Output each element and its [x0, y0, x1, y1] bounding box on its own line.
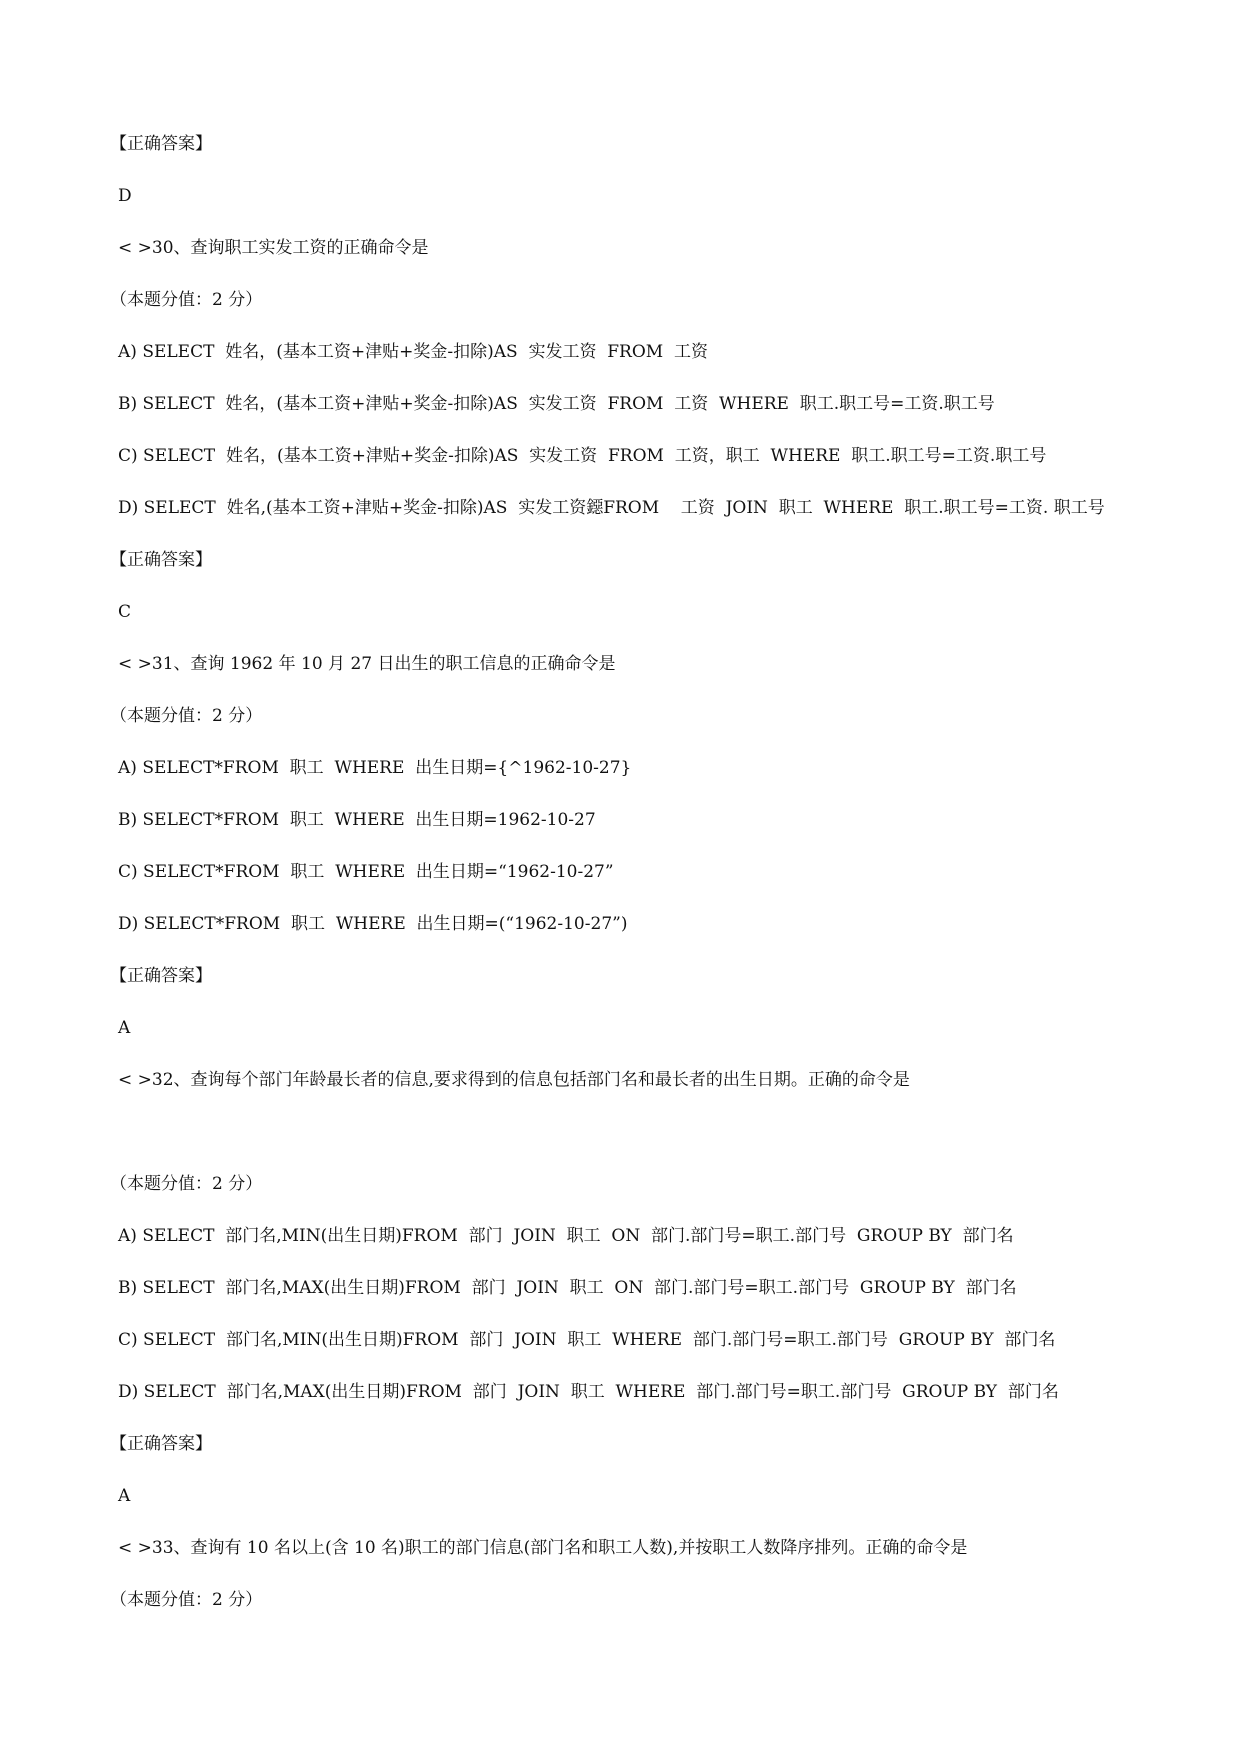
answer-heading: 【正确答案】 — [110, 1434, 212, 1454]
answer-value: C — [118, 602, 132, 622]
option-b: B) SELECT 姓名，(基本工资+津贴+奖金-扣除)AS 实发工资 FROM 工资 WHERE 职工.职工号=工资.职工号 — [118, 394, 995, 414]
answer-heading: 【正确答案】 — [110, 134, 212, 154]
option-b: B) SELECT*FROM 职工 WHERE 出生日期=1962-10-27 — [118, 810, 596, 830]
option-a: A) SELECT 部门名,MIN(出生日期)FROM 部门 JOIN 职工 ON 部门.部门号=职工.部门号 GROUP BY 部门名 — [118, 1226, 1014, 1246]
option-b: B) SELECT 部门名,MAX(出生日期)FROM 部门 JOIN 职工 ON 部门.部门号=职工.部门号 GROUP BY 部门名 — [118, 1278, 1017, 1298]
score-note: （本题分值：2 分） — [110, 706, 263, 726]
score-note: （本题分值：2 分） — [110, 1590, 263, 1610]
question-33: < >33、查询有 10 名以上(含 10 名)职工的部门信息(部门名和职工人数),并按职工人数降序排列。正确的命令是 — [118, 1538, 968, 1558]
answer-value: A — [118, 1018, 131, 1038]
option-a: A) SELECT 姓名，(基本工资+津贴+奖金-扣除)AS 实发工资 FROM 工资 — [118, 342, 709, 362]
score-note: （本题分值：2 分） — [110, 1174, 263, 1194]
question-32: < >32、查询每个部门年龄最长者的信息,要求得到的信息包括部门名和最长者的出生日期。正确的命令是 — [118, 1070, 910, 1090]
answer-value: A — [118, 1486, 131, 1506]
answer-heading: 【正确答案】 — [110, 550, 212, 570]
option-d: D) SELECT 部门名,MAX(出生日期)FROM 部门 JOIN 职工 WHERE 部门.部门号=职工.部门号 GROUP BY 部门名 — [118, 1382, 1059, 1402]
option-c: C) SELECT 部门名,MIN(出生日期)FROM 部门 JOIN 职工 WHERE 部门.部门号=职工.部门号 GROUP BY 部门名 — [118, 1330, 1056, 1350]
option-d: D) SELECT 姓名,(基本工资+津贴+奖金-扣除)AS 实发工资鐚FROM 工资 JOIN 职工 WHERE 职工.职工号=工资. 职工号 — [118, 498, 1105, 518]
score-note: （本题分值：2 分） — [110, 290, 263, 310]
option-a: A) SELECT*FROM 职工 WHERE 出生日期={^1962-10-27} — [118, 758, 632, 778]
option-c: C) SELECT*FROM 职工 WHERE 出生日期=“1962-10-27” — [118, 862, 614, 882]
option-c: C) SELECT 姓名，(基本工资+津贴+奖金-扣除)AS 实发工资 FROM 工资，职工 WHERE 职工.职工号=工资.职工号 — [118, 446, 1047, 466]
option-d: D) SELECT*FROM 职工 WHERE 出生日期=(“1962-10-27”) — [118, 914, 628, 934]
question-30: < >30、查询职工实发工资的正确命令是 — [118, 238, 429, 258]
question-31: < >31、查询 1962 年 10 月 27 日出生的职工信息的正确命令是 — [118, 654, 616, 674]
answer-heading: 【正确答案】 — [110, 966, 212, 986]
answer-value: D — [118, 186, 132, 206]
